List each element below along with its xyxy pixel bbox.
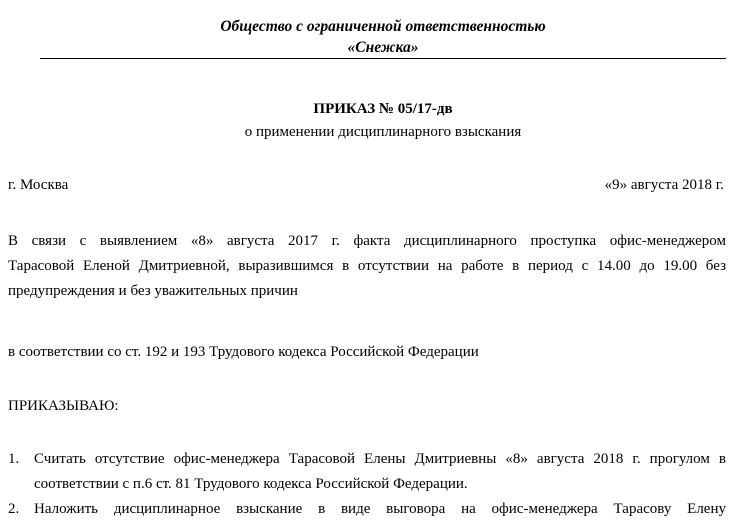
order-subtitle: о применении дисциплинарного взыскания — [244, 124, 522, 140]
list-item-number: 1. — [8, 451, 20, 467]
order-date: «9» августа 2018 г. — [604, 177, 724, 193]
city: г. Москва — [8, 177, 69, 193]
paragraph-legal-basis — [8, 340, 726, 365]
order-items-list — [8, 447, 726, 522]
list-item — [8, 447, 726, 497]
paragraph-line: ПРИКАЗЫВАЮ: — [8, 398, 119, 414]
order-title: ПРИКАЗ № 05/17-дв — [313, 101, 453, 117]
paragraph-grounds — [8, 229, 726, 304]
paragraph-line: предупреждения и без уважительных причин — [8, 283, 298, 299]
paragraph-order-word — [8, 394, 726, 419]
list-item — [8, 497, 726, 522]
list-item-line: Считать отсутствие офис-менеджера Тарасовой Елены Дмитриевны «8» августа 2018 г. прогулом в — [34, 451, 726, 467]
paragraph-line: в соответствии со ст. 192 и 193 Трудового кодекса Российской Федерации — [8, 344, 479, 360]
list-item-line: соответствии с п.6 ст. 81 Трудового кодекса Российской Федерации. — [34, 476, 468, 492]
header-divider — [40, 58, 726, 59]
list-item-number: 2. — [8, 501, 20, 517]
paragraph-line: Тарасовой Еленой Дмитриевной, выразившимся в отсутствии на работе в период с 14.00 до 19.00 без — [8, 258, 726, 274]
list-item-line: Наложить дисциплинарное взыскание в виде выговора на офис-менеджера Тарасову Елену — [34, 501, 726, 517]
paragraph-line: В связи с выявлением «8» августа 2017 г. факта дисциплинарного проступка офис-менеджером — [8, 233, 726, 249]
organization-name: Общество с ограниченной ответственностью — [220, 18, 546, 35]
organization-short-name: «Снежка» — [347, 39, 419, 56]
